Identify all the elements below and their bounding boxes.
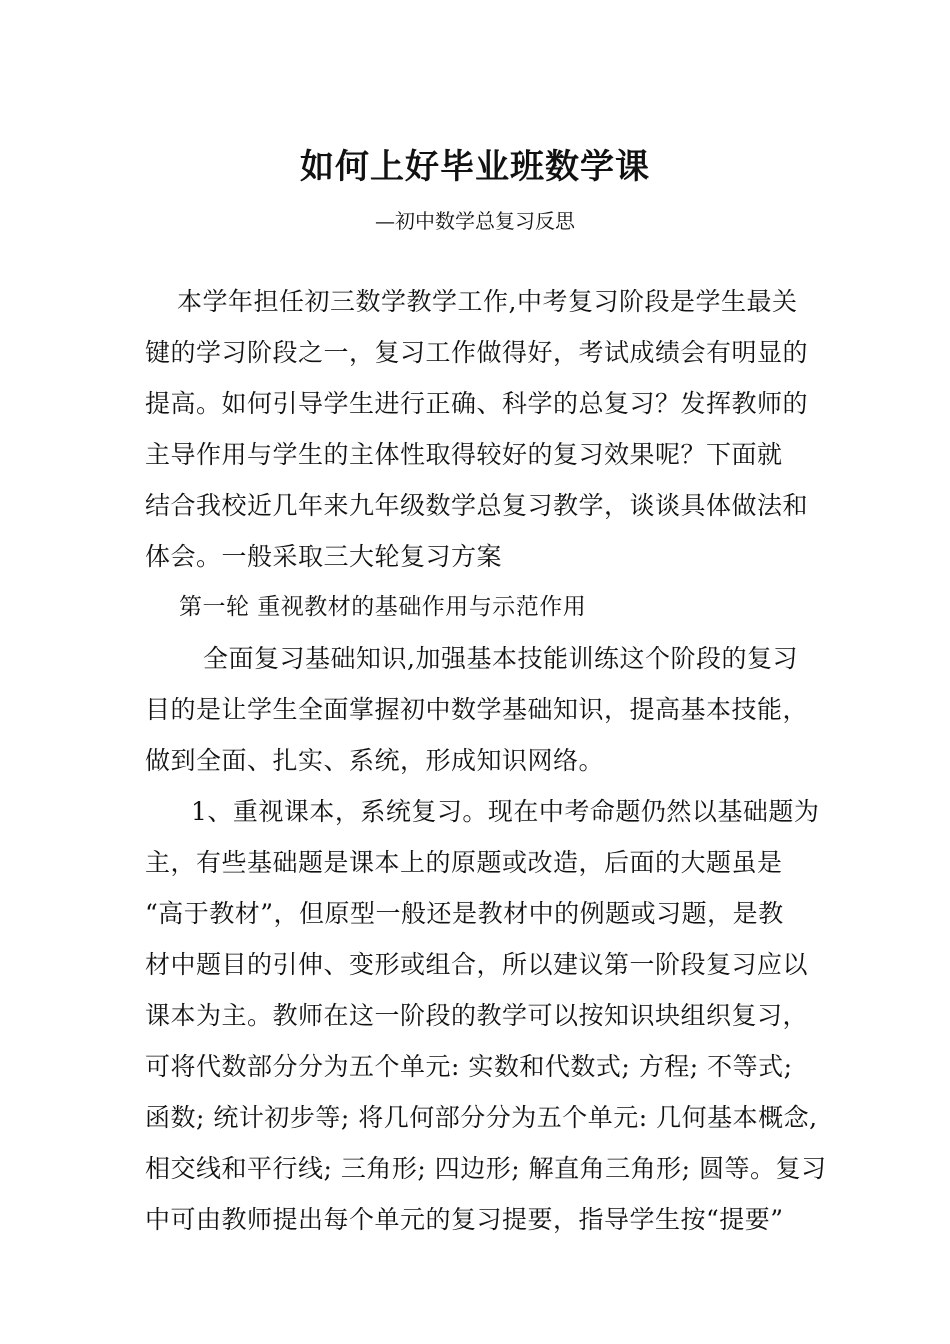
paragraph-line: 可将代数部分分为五个单元: 实数和代数式; 方程; 不等式; bbox=[145, 1052, 793, 1081]
paragraph-line: 全面复习基础知识,加强基本技能训练这个阶段的复习 bbox=[203, 644, 798, 673]
paragraph-line: 材中题目的引伸、变形或组合，所以建议第一阶段复习应以 bbox=[145, 950, 809, 979]
paragraph-line: 目的是让学生全面掌握初中数学基础知识，提高基本技能， bbox=[145, 695, 809, 724]
document-body bbox=[145, 276, 827, 1245]
paragraph-line: 结合我校近几年来九年级数学总复习教学，谈谈具体做法和 bbox=[145, 491, 809, 520]
paragraph-line: 做到全面、扎实、系统，形成知识网络。 bbox=[145, 746, 605, 775]
paragraph-line: 本学年担任初三数学教学工作,中考复习阶段是学生最关 bbox=[177, 287, 798, 316]
paragraph-line: 主，有些基础题是课本上的原题或改造，后面的大题虽是 bbox=[145, 848, 783, 877]
document-subtitle: —初中数学总复习反思 bbox=[375, 209, 575, 233]
paragraph-line: 课本为主。教师在这一阶段的教学可以按知识块组织复习， bbox=[145, 1001, 809, 1030]
paragraph-line: 提高。如何引导学生进行正确、科学的总复习？发挥教师的 bbox=[145, 389, 809, 418]
paragraph-line: 键的学习阶段之一，复习工作做得好，考试成绩会有明显的 bbox=[145, 338, 809, 367]
paragraph-line: 中可由教师提出每个单元的复习提要，指导学生按“提要” bbox=[145, 1205, 784, 1234]
section-heading: 第一轮 重视教材的基础作用与示范作用 bbox=[179, 594, 587, 620]
paragraph-line: 相交线和平行线; 三角形; 四边形; 解直角三角形; 圆等。复习 bbox=[145, 1154, 827, 1183]
paragraph-line: 1、重视课本，系统复习。现在中考命题仍然以基础题为 bbox=[191, 797, 820, 826]
document-title: 如何上好毕业班数学课 bbox=[300, 147, 650, 187]
paragraph-line: 体会。一般采取三大轮复习方案 bbox=[145, 542, 503, 571]
paragraph-line: 主导作用与学生的主体性取得较好的复习效果呢？下面就 bbox=[145, 440, 783, 469]
paragraph-line: “高于教材”，但原型一般还是教材中的例题或习题，是教 bbox=[145, 899, 784, 928]
paragraph-line: 函数; 统计初步等; 将几何部分分为五个单元: 几何基本概念, bbox=[145, 1103, 818, 1132]
